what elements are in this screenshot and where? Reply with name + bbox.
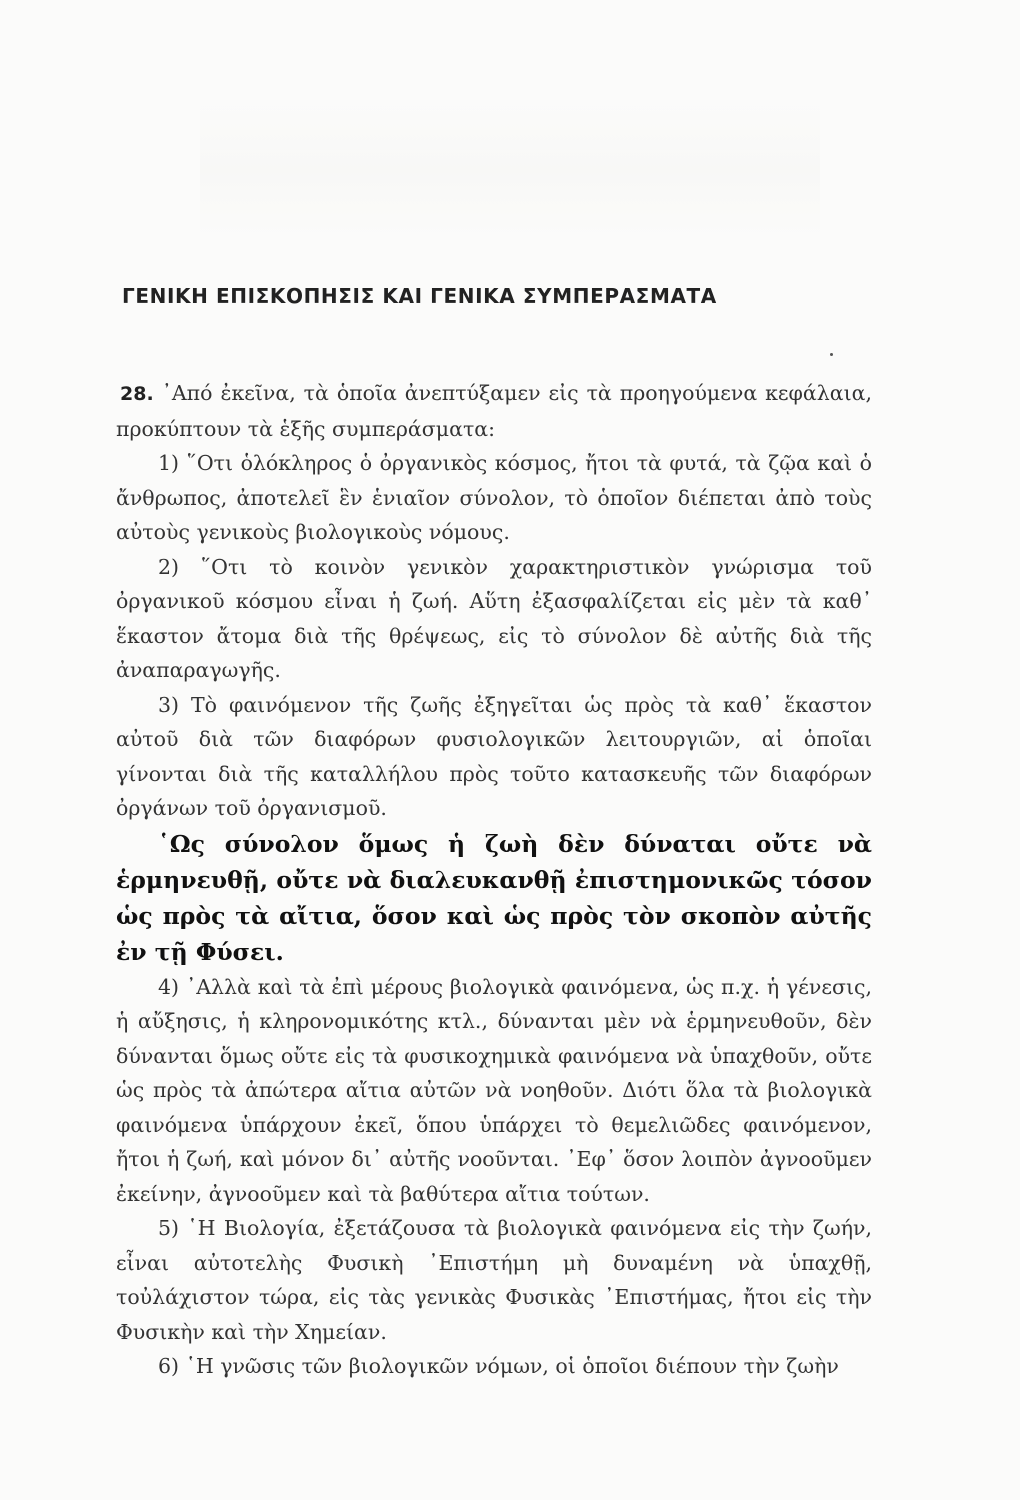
point-5 <box>116 1211 872 1349</box>
chapter-heading: ΓΕΝΙΚΗ ΕΠΙΣΚΟΠΗΣΙΣ ΚΑΙ ΓΕΝΙΚΑ ΣΥΜΠΕΡΑΣΜΑΤΑ <box>122 284 717 308</box>
body-text <box>116 376 872 1384</box>
section-number: 28. <box>120 383 154 405</box>
point-text: ῞Οτι ὁλόκληρος ὁ ὀργανικὸς κόσμος, ἤτοι τὰ φυτά, τὰ ζῷα καὶ ὁ ἄνθρωπος, ἀποτελεῖ ἓν ἑνιαῖον σύνολον, τὸ ὁποῖον διέπεται ἀπὸ τοὺς αὐτοὺς γενικοὺς βιολογικοὺς νόμους. <box>116 451 872 544</box>
point-text: ῾Η γνῶσις τῶν βιολογικῶν νόμων, οἱ ὁποῖοι διέπουν τὴν ζωὴν <box>185 1354 839 1378</box>
point-number: 6) <box>158 1354 180 1378</box>
intro-paragraph <box>116 376 872 446</box>
point-2 <box>116 550 872 688</box>
point-text: Τὸ φαινόμενον τῆς ζωῆς ἐξηγεῖται ὡς πρὸς τὰ καθ᾿ ἕκαστον αὐτοῦ διὰ τῶν διαφόρων φυσιολογικῶν λειτουργιῶν, αἱ ὁποῖαι γίνονται διὰ τῆς καταλλήλου πρὸς τοῦτο κατασκευῆς τῶν διαφόρων ὀργάνων τοῦ ὀργανισμοῦ. <box>116 692 872 820</box>
page-bleed-through <box>200 100 820 240</box>
point-number: 1) <box>158 451 180 475</box>
point-1 <box>116 446 872 550</box>
point-text: ῾Η Βιολογία, ἐξετάζουσα τὰ βιολογικὰ φαινόμενα εἰς τὴν ζωήν, εἶναι αὐτοτελὴς Φυσικὴ ᾿Επιστήμη μὴ δυναμένη νὰ ὑπαχθῇ, τοὐλάχιστον τώρα, εἰς τὰς γενικὰς Φυσικὰς ᾿Επιστήμας, ἤτοι εἰς τὴν Φυσικὴν καὶ τὴν Χημείαν. <box>116 1216 872 1344</box>
point-text: ῞Οτι τὸ κοινὸν γενικὸν χαρακτηριστικὸν γνώρισμα τοῦ ὀργανικοῦ κόσμου εἶναι ἡ ζωή. Αὕτη ἐξασφαλίζεται εἰς μὲν τὰ καθ᾿ ἕκαστον ἄτομα διὰ τῆς θρέψεως, εἰς τὸ σύνολον δὲ αὐτῆς διὰ τῆς ἀναπαραγωγῆς. <box>116 554 872 682</box>
emphasis-paragraph: ῾Ως σύνολον ὅμως ἡ ζωὴ δὲν δύναται οὔτε νὰ ἑρμηνευθῇ, οὔτε νὰ διαλευκανθῇ ἐπιστημονικῶς τόσον ὡς πρὸς τὰ αἴτια, ὅσον καὶ ὡς πρὸς τὸν σκοπὸν αὐτῆς ἐν τῇ Φύσει. <box>116 829 872 966</box>
point-number: 4) <box>158 974 180 999</box>
point-text: ᾿Αλλὰ καὶ τὰ ἐπὶ μέρους βιολογικὰ φαινόμενα, ὡς π.χ. ἡ γένεσις, ἡ αὔξησις, ἡ κληρονομικότης κτλ., δύνανται μὲν νὰ ἑρμηνευθοῦν, δὲν δύνανται ὅμως οὔτε εἰς τὰ φυσικοχημικὰ φαινόμενα νὰ ὑπαχθοῦν, οὔτε ὡς πρὸς τὰ ἀπώτερα αἴτια αὐτῶν νὰ νοηθοῦν. Διότι ὅλα τὰ βιολογικὰ φαινόμενα ὑπάρχουν ἐκεῖ, ὅπου ὑπάρχει τὸ θεμελιῶδες φαινόμενον, ἤτοι ἡ ζωή, καὶ μόνον δι᾿ αὐτῆς νοοῦνται. ᾿Εφ᾿ ὅσον λοιπὸν ἀγνοοῦμεν ἐκείνην, ἀγνοοῦμεν καὶ τὰ βαθύτερα αἴτια τούτων. <box>116 974 872 1206</box>
point-number: 2) <box>158 554 180 579</box>
intro-text: ᾿Από ἐκεῖνα, τὰ ὁποῖα ἀνεπτύξαμεν εἰς τὰ προηγούμενα κεφάλαια, προκύπτουν τὰ ἑξῆς συμπεράσματα: <box>116 381 872 441</box>
point-number: 5) <box>158 1216 180 1240</box>
point-6 <box>116 1349 872 1384</box>
point-4 <box>116 970 872 1212</box>
point-number: 3) <box>158 692 180 717</box>
point-3 <box>116 688 872 826</box>
print-speck <box>830 353 833 356</box>
